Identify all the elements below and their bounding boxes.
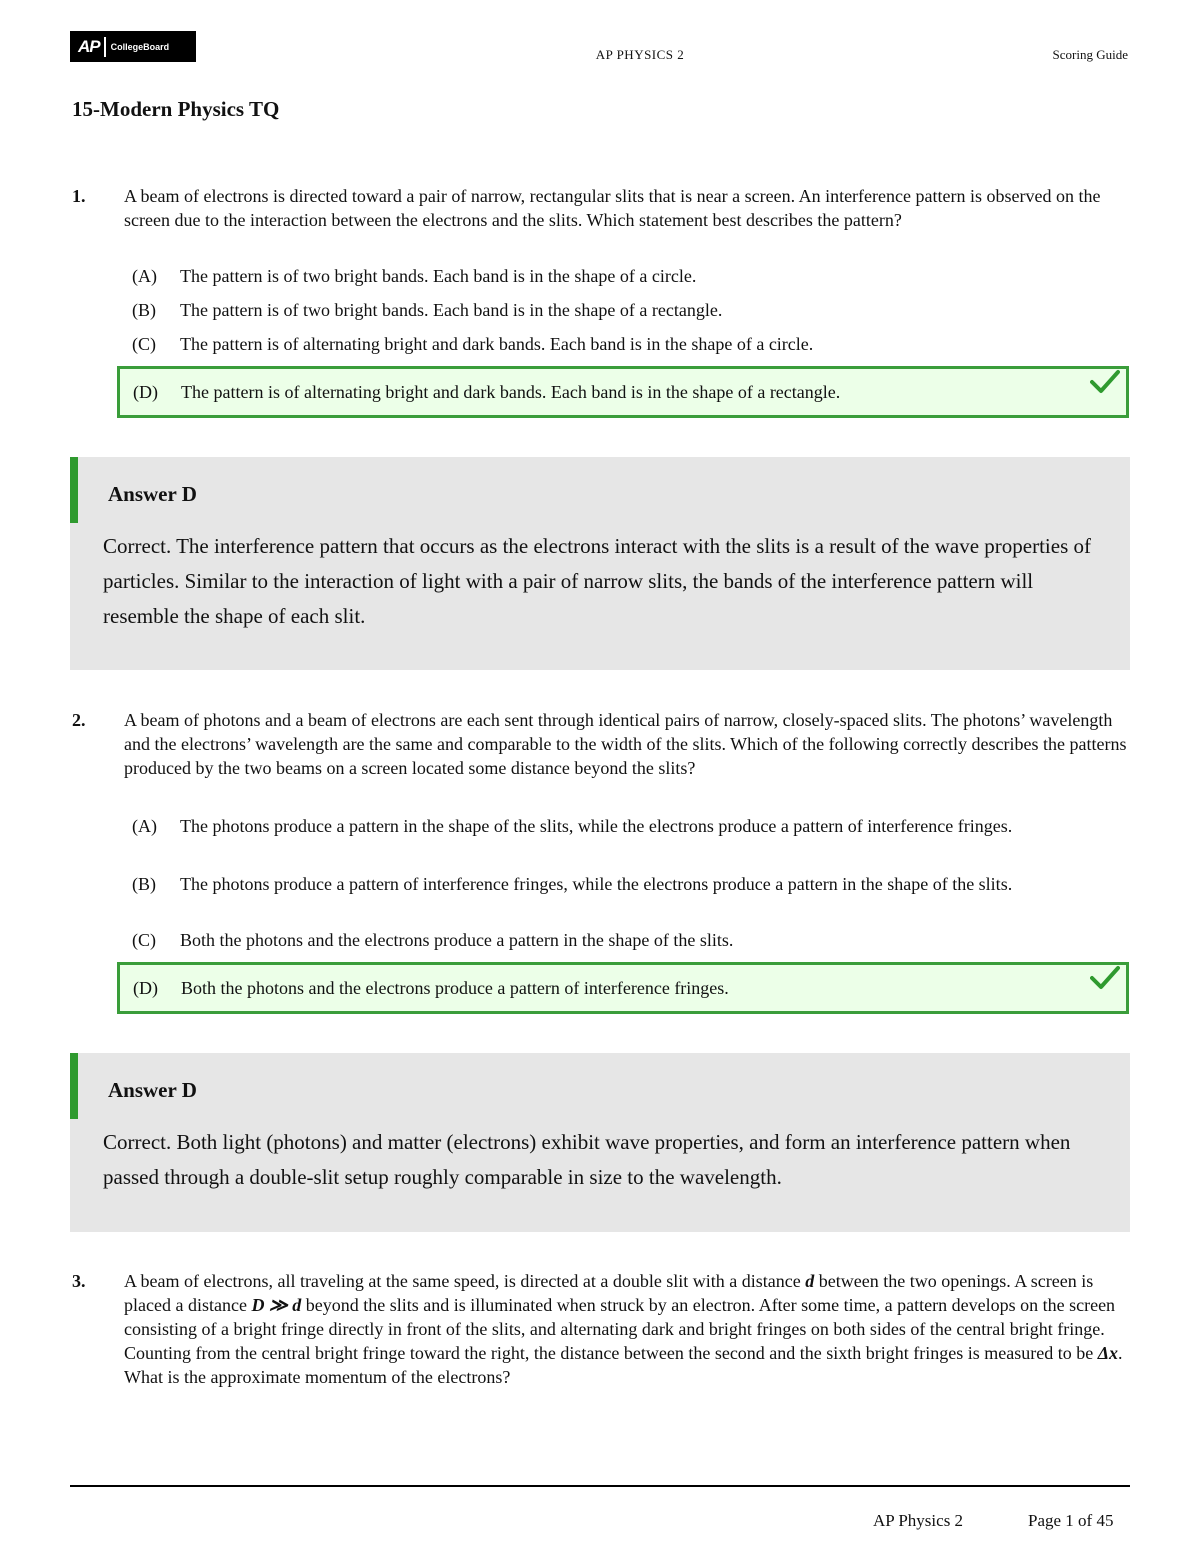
option-letter: (C) <box>132 930 156 950</box>
option-letter: (B) <box>132 874 156 894</box>
stem-text: A beam of electrons, all traveling at the same speed, is directed at a double slit with a distance <box>124 1271 806 1291</box>
question-1-stem: A beam of electrons is directed toward a pair of narrow, rectangular slits that is near a screen. An interference pattern is observed on the screen due to the interaction between the electrons and the slits. Which statement best describes the pattern? <box>124 186 1101 230</box>
question-2-option-d-correct[interactable] <box>117 962 1129 1014</box>
stem-text: between the two openings. A screen is placed a distance <box>124 1271 1094 1315</box>
question-3-number: 3. <box>72 1271 86 1291</box>
page-title: 15-Modern Physics TQ <box>72 97 280 121</box>
option-text: The pattern is of alternating bright and dark bands. Each band is in the shape of a circle. <box>180 334 814 354</box>
option-text: The photons produce a pattern of interference fringes, while the electrons produce a pattern in the shape of the slits. <box>180 874 1013 894</box>
option-text: The pattern is of alternating bright and dark bands. Each band is in the shape of a rectangle. <box>181 381 841 402</box>
option-letter: (A) <box>132 816 157 836</box>
footer-course: AP Physics 2 <box>873 1511 964 1530</box>
option-text: Both the photons and the electrons produce a pattern in the shape of the slits. <box>180 930 734 950</box>
header-scoring-guide: Scoring Guide <box>1052 47 1128 62</box>
option-text: The pattern is of two bright bands. Each band is in the shape of a rectangle. <box>180 300 723 320</box>
option-text: The photons produce a pattern in the shape of the slits, while the electrons produce a pattern of interference fringes. <box>180 816 1013 836</box>
math-delta-x: Δx <box>1097 1343 1119 1363</box>
header-course: AP PHYSICS 2 <box>595 47 685 62</box>
answer-box-1 <box>70 457 1130 670</box>
question-2-number: 2. <box>72 710 86 730</box>
option-letter: (C) <box>132 334 156 354</box>
answer-explanation: Correct. Both light (photons) and matter (electrons) exhibit wave properties, and form an interference pattern when passed through a double-slit setup roughly comparable in size to the wavelength. <box>103 1130 1071 1189</box>
answer-explanation: Correct. The interference pattern that occurs as the electrons interact with the slits is a result of the wave properties of particles. Similar to the interaction of light with a pair of narrow slits, the bands of the interference pattern will resemble the shape of each slit. <box>103 534 1091 628</box>
stem-text: beyond the slits and is illuminated when struck by an electron. After some time, a pattern develops on the screen consisting of a bright fringe directly in front of the slits, and alternating dark and bright fringes on both sides of the central bright fringe. Counting from the central bright fringe toward the right, the distance between the second and the sixth bright fringes is measured to be <box>124 1295 1116 1363</box>
question-1-option-a[interactable] <box>132 265 1122 288</box>
footer-page-number: Page 1 of 45 <box>1028 1511 1114 1530</box>
question-2-option-b[interactable] <box>132 873 1122 896</box>
ap-collegeboard-logo <box>70 31 196 62</box>
option-letter: (A) <box>132 266 157 286</box>
logo-divider <box>104 37 106 57</box>
question-1-number: 1. <box>72 186 86 206</box>
answer-title: Answer D <box>108 482 197 506</box>
check-icon <box>1090 965 1120 991</box>
answer-box-2 <box>70 1053 1130 1232</box>
question-1-option-d-correct[interactable] <box>117 366 1129 418</box>
question-3-stem <box>124 1269 1128 1389</box>
math-d: d <box>805 1271 815 1291</box>
answer-title: Answer D <box>108 1078 197 1102</box>
question-2-stem: A beam of photons and a beam of electrons are each sent through identical pairs of narrow, closely-spaced slits. The photons’ wavelength and the electrons’ wavelength are the same and comparable to the width of the slits. Which of the following correctly describes the patterns produced by the two beams on a screen located some distance beyond the slits? <box>124 710 1127 778</box>
footer-divider <box>70 1485 1130 1487</box>
question-1-option-c[interactable] <box>132 333 1122 356</box>
answer-accent-bar <box>70 457 78 523</box>
answer-accent-bar <box>70 1053 78 1119</box>
option-text: Both the photons and the electrons produce a pattern of interference fringes. <box>181 977 729 998</box>
question-1-option-b[interactable] <box>132 299 1122 322</box>
logo-ap-text: AP <box>78 36 100 56</box>
question-2-option-c[interactable] <box>132 929 1122 952</box>
option-letter: (D) <box>133 381 158 402</box>
option-text: The pattern is of two bright bands. Each band is in the shape of a circle. <box>180 266 697 286</box>
math-D-much-greater-d: D ≫ d <box>251 1295 302 1315</box>
stem-text: . What is the approximate momentum of the electrons? <box>124 1343 1123 1387</box>
option-letter: (D) <box>133 977 158 998</box>
question-2-option-a[interactable] <box>132 815 1122 838</box>
option-letter: (B) <box>132 300 156 320</box>
logo-collegeboard-text: CollegeBoard <box>110 41 170 52</box>
check-icon <box>1090 369 1120 395</box>
